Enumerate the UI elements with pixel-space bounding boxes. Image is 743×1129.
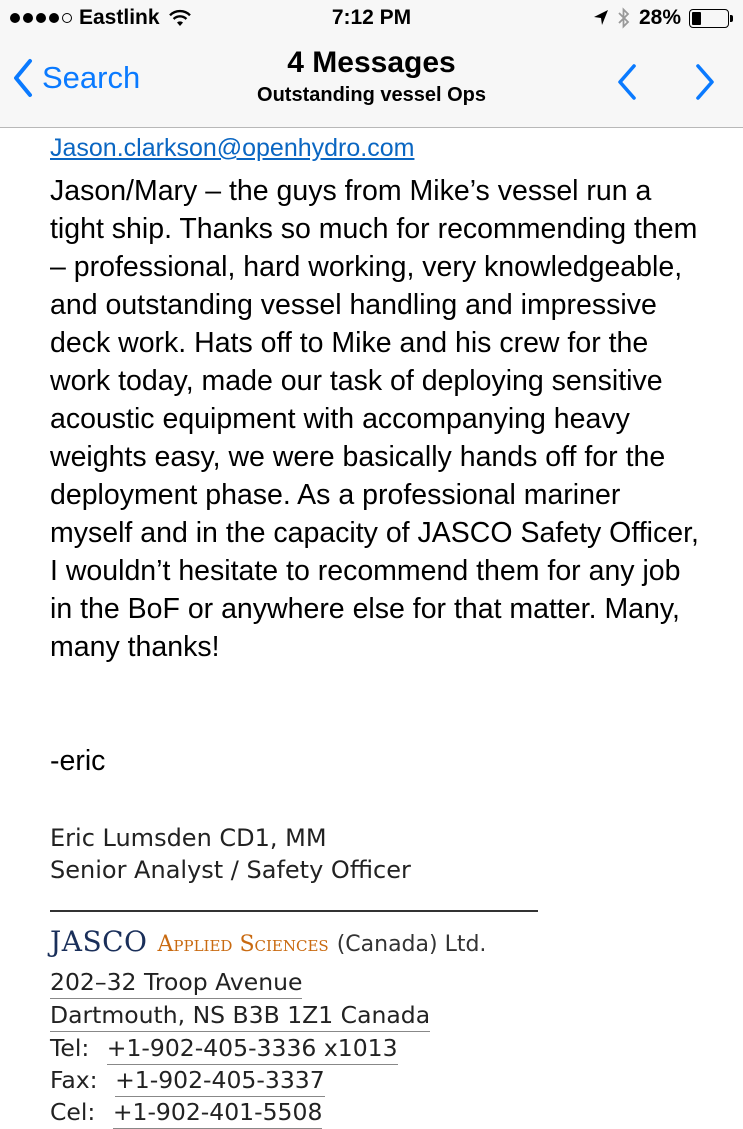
address-line-2[interactable]: Dartmouth, NS B3B 1Z1 Canada: [50, 1001, 430, 1029]
fax-number-link[interactable]: +1-902-405-3337: [115, 1066, 325, 1097]
cel-number-link[interactable]: +1-902-401-5508: [113, 1098, 323, 1129]
battery-level: [692, 12, 701, 25]
battery-percent: 28%: [638, 6, 681, 29]
sign-off: -eric: [50, 745, 106, 777]
message-body: Jason/Mary – the guys from Mike’s vessel run a tight ship. Thanks so much for recommending them – professional, hard working, very knowledgeable, and outstanding vessel handling and impressive deck work. Hats off to Mike and his crew for the work today, made our task of deploying sensitive acoustic equipment with accompanying heavy weights easy, we were basically hands off for the deployment phase. As a professional mariner myself and in the capacity of JASCO Safety Officer, I wouldn’t hesitate to recommend them for any job in the BoF or anywhere else for that matter. Many, many thanks!: [50, 175, 699, 663]
company-name-canada: (Canada) Ltd.: [336, 932, 487, 957]
fax-line: [50, 1066, 325, 1097]
fax-label: Fax:: [50, 1066, 98, 1094]
cel-label: Cel:: [50, 1098, 96, 1126]
company-logo: [50, 925, 486, 958]
tel-line: [50, 1034, 398, 1065]
location-arrow-icon: [593, 9, 609, 27]
page-subtitle: Outstanding vessel Ops: [257, 84, 486, 106]
email-link[interactable]: Jason.clarkson@openhydro.com: [50, 134, 415, 162]
nav-bar: [0, 38, 743, 128]
battery-icon: [689, 9, 729, 28]
next-message-button[interactable]: [692, 62, 718, 102]
tel-label: Tel:: [50, 1034, 90, 1062]
tel-number-link[interactable]: +1-902-405-3336 x1013: [107, 1034, 398, 1065]
page-title: 4 Messages: [287, 46, 456, 79]
company-name-jasco: JASCO: [50, 925, 148, 958]
signature-name: Eric Lumsden CD1, MM: [50, 824, 327, 852]
status-bar: [0, 0, 743, 38]
status-time: 7:12 PM: [331, 6, 412, 29]
address-line-1[interactable]: 202–32 Troop Avenue: [50, 968, 302, 996]
company-name-applied: Applied Sciences: [157, 932, 329, 957]
signature-divider: [50, 910, 538, 912]
bluetooth-icon: [617, 7, 631, 29]
signature-role: Senior Analyst / Safety Officer: [50, 856, 411, 884]
carrier-name: Eastlink: [79, 6, 160, 29]
previous-message-button[interactable]: [614, 62, 640, 102]
status-right: [593, 6, 733, 30]
back-button-label: Search: [42, 60, 141, 95]
cel-line: [50, 1098, 322, 1129]
